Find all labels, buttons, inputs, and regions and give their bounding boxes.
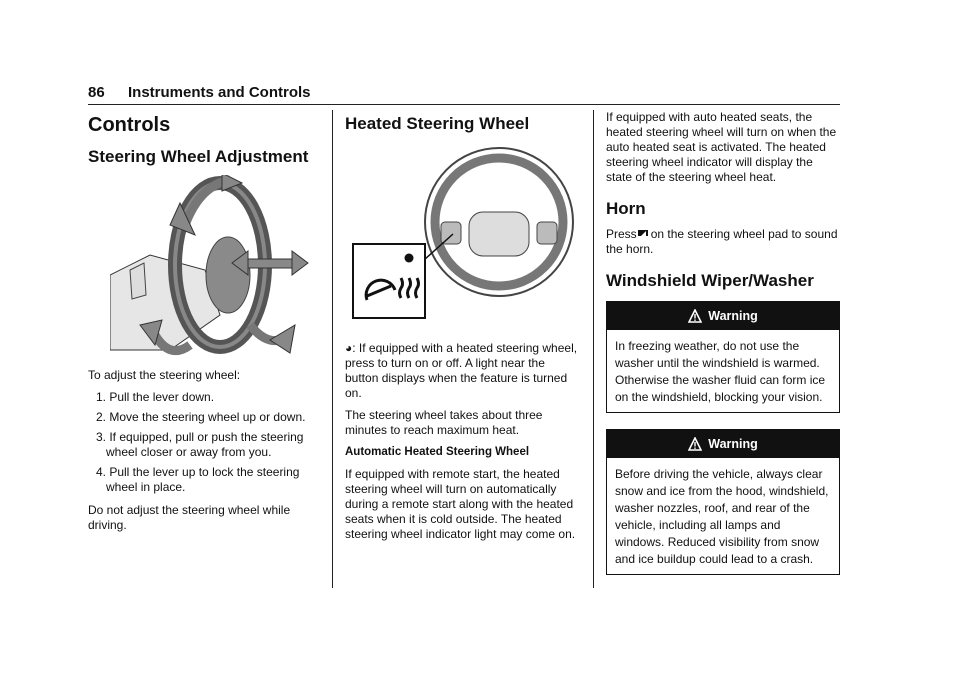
warning-triangle-icon (688, 437, 702, 451)
warning-triangle-icon (688, 309, 702, 323)
warning-text: Before driving the vehicle, always clear snow and ice from the hood, windshield, washer nozzles, roof, and rear of the vehicle, including all lamps and windows. Reduced visibility from snow and ice buildup could lead to a crash. (615, 467, 829, 566)
column-horn-wiper (606, 110, 840, 591)
adjust-intro: To adjust the steering wheel: (88, 368, 241, 382)
column-divider (332, 110, 333, 588)
heated-steering-wheel-icon: ◕ (345, 341, 353, 355)
column-divider (593, 110, 594, 588)
warning-box (606, 301, 840, 413)
warning-text: In freezing weather, do not use the washer until the windshield is warmed. Otherwise the washer fluid can form ice on the windshield, blocking your vision. (615, 339, 826, 404)
warning-box (606, 429, 840, 575)
horn-text: Press on the steering wheel pad to sound the horn. (606, 227, 838, 256)
heated-wheel-illustration (349, 142, 579, 327)
adjust-note: Do not adjust the steering wheel while driving. (88, 503, 291, 532)
auto-heated-text: If equipped with auto heated seats, the heated steering wheel will turn on when the auto heated seat is activated. The heated steering wheel indicator will display the state of the steering wheel heat. (606, 110, 837, 184)
steering-adjust-heading: Steering Wheel Adjustment (88, 147, 309, 166)
steering-adjust-illustration (110, 175, 310, 360)
wiper-heading: Windshield Wiper/Washer (606, 271, 814, 290)
list-item: 1. Pull the lever down. (96, 390, 215, 404)
column-heated-wheel (345, 110, 580, 549)
list-item: 2. Move the steering wheel up or down. (96, 410, 306, 424)
heated-wheel-desc: ◕: If equipped with a heated steering wheel, press to turn on or off. A light near the button displays when the feature is turned on. (345, 341, 578, 400)
chapter-title: Controls (88, 114, 171, 136)
remote-start-text: If equipped with remote start, the heated steering wheel will turn on automatically during a remote start along with the heated seats when it is cold outside. The heated steering wheel indicator light may come on. (345, 467, 576, 541)
section-title: Instruments and Controls (128, 84, 311, 101)
warning-header: Warning (607, 302, 839, 330)
column-controls (88, 110, 310, 540)
heat-time-text: The steering wheel takes about three minutes to reach maximum heat. (345, 408, 543, 437)
page-number: 86 (88, 84, 105, 101)
horn-icon (637, 227, 651, 242)
warning-header: Warning (607, 430, 839, 458)
adjust-steps (88, 390, 310, 495)
horn-heading: Horn (606, 199, 646, 218)
list-item: 3. If equipped, pull or push the steering wheel closer or away from you. (96, 430, 304, 459)
list-item: 4. Pull the lever up to lock the steering wheel in place. (96, 465, 300, 494)
auto-heated-heading: Automatic Heated Steering Wheel (345, 446, 530, 458)
heated-wheel-heading: Heated Steering Wheel (345, 114, 530, 133)
page-header (88, 84, 840, 105)
